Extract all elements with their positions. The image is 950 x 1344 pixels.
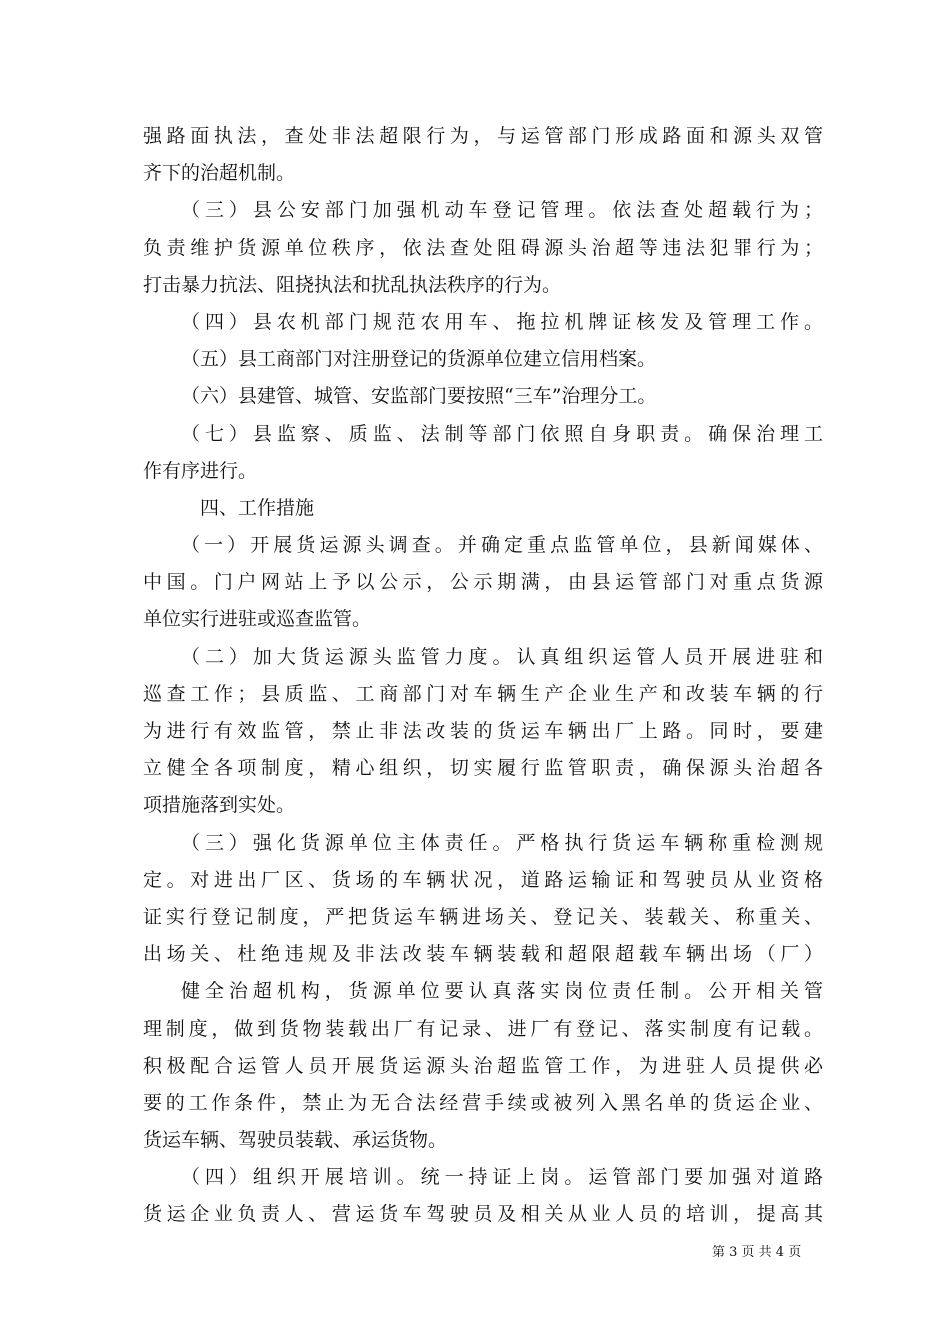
- text-line: 作有序进行。: [143, 459, 258, 482]
- text-line: （三）强化货源单位主体责任。严格执行货运车辆称重检测规: [181, 831, 823, 854]
- text-line: 货运车辆、驾驶员装载、承运货物。: [143, 1129, 448, 1152]
- text-line: （六）县建管、城管、安监部门要按照“三车”治理分工。: [181, 385, 657, 408]
- text-line: （二）加大货运源头监管力度。认真组织运管人员开展进驻和: [181, 645, 823, 668]
- text-line: （三）县公安部门加强机动车登记管理。依法查处超载行为；: [181, 199, 823, 222]
- text-line: （四）县农机部门规范农用车、拖拉机牌证核发及管理工作。: [181, 310, 823, 333]
- text-line: 出场关、杜绝违规及非法改装车辆装载和超限超载车辆出场（厂）: [143, 943, 823, 966]
- text-line: 巡查工作；县质监、工商部门对车辆生产企业生产和改装车辆的行: [143, 682, 823, 705]
- text-line: 货运企业负责人、营运货车驾驶员及相关从业人员的培训，提高其: [143, 1203, 823, 1226]
- text-line: 证实行登记制度，严把货运车辆进场关、登记关、装载关、称重关、: [143, 905, 823, 928]
- text-line: （一）开展货运源头调查。并确定重点监管单位，县新闻媒体、: [181, 534, 823, 557]
- text-line: 立健全各项制度，精心组织，切实履行监管职责，确保源头治超各: [143, 757, 823, 780]
- text-line: 为进行有效监管，禁止非法改装的货运车辆出厂上路。同时，要建: [143, 720, 823, 742]
- text-line: 要的工作条件，禁止为无合法经营手续或被列入黑名单的货运企业、: [143, 1091, 823, 1114]
- text-line: 打击暴力抗法、阻挠执法和扰乱执法秩序的行为。: [143, 273, 562, 296]
- text-line: 健全治超机构，货源单位要认真落实岗位责任制。公开相关管: [181, 980, 823, 1003]
- text-line: 强路面执法，查处非法超限行为，与运管部门形成路面和源头双管: [143, 125, 823, 147]
- page-number-footer: 第 3 页 共 4 页: [712, 1245, 802, 1260]
- document-body: [143, 118, 823, 1234]
- text-line: 定。对进出厂区、货场的车辆状况，道路运输证和驾驶员从业资格: [143, 868, 823, 891]
- text-line: （四）组织开展培训。统一持证上岗。运管部门要加强对道路: [181, 1166, 823, 1189]
- text-line: 项措施落到实处。: [143, 794, 296, 817]
- text-line: 中国。门户网站上予以公示，公示期满，由县运管部门对重点货源: [143, 571, 823, 594]
- text-line: 齐下的治超机制。: [143, 162, 296, 185]
- text-line: 负责维护货源单位秩序，依法查处阻碍源头治超等违法犯罪行为；: [143, 236, 823, 259]
- text-line: （五）县工商部门对注册登记的货源单位建立信用档案。: [181, 348, 657, 371]
- text-line: 单位实行进驻或巡查监管。: [143, 608, 372, 631]
- text-line: 四、工作措施: [200, 496, 315, 519]
- text-line: （七）县监察、质监、法制等部门依照自身职责。确保治理工: [181, 422, 823, 445]
- text-line: 积极配合运管人员开展货运源头治超监管工作，为进驻人员提供必: [143, 1054, 823, 1077]
- text-line: 理制度，做到货物装载出厂有记录、进厂有登记、落实制度有记载。: [143, 1017, 823, 1040]
